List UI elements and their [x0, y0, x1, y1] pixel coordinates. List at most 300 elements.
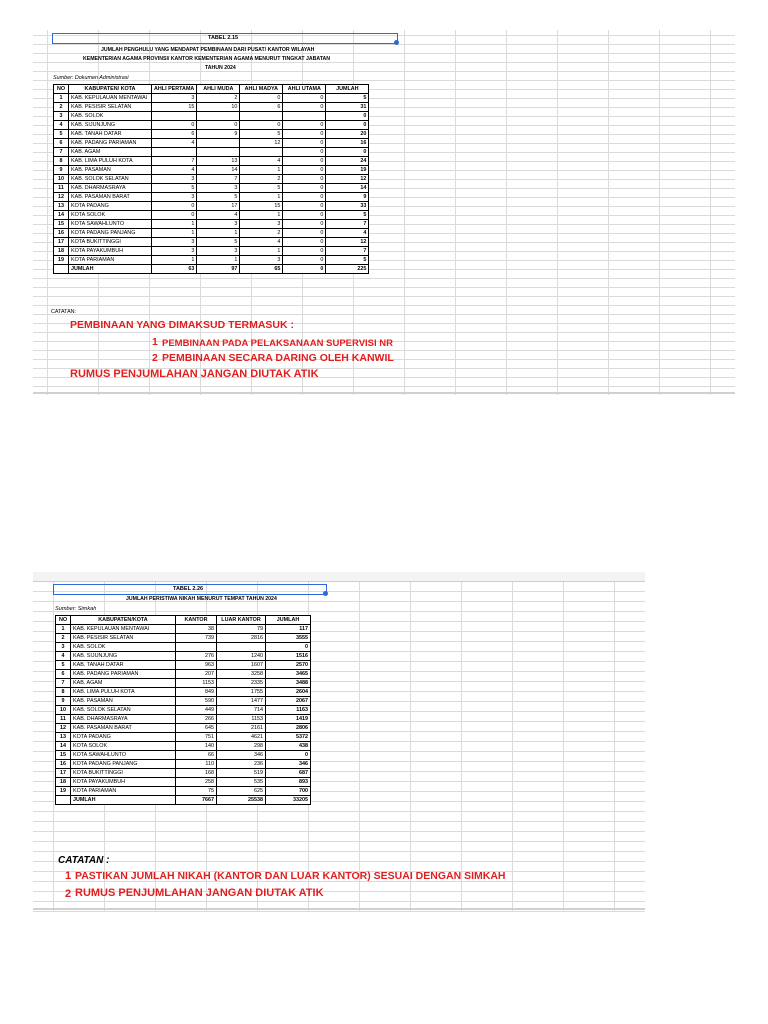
- value-cell: 4: [197, 211, 240, 220]
- value-cell: 3555: [266, 634, 311, 643]
- table-row: [54, 148, 369, 157]
- value-cell: 0: [283, 139, 326, 148]
- table-row: [56, 715, 311, 724]
- region-name: KAB. PASAMAN: [71, 697, 176, 706]
- table-row: [56, 643, 311, 652]
- value-cell: 38: [176, 625, 217, 634]
- value-cell: [197, 139, 240, 148]
- table-row: [54, 193, 369, 202]
- region-name: KAB. PASAMAN BARAT: [71, 724, 176, 733]
- value-cell: 5: [240, 130, 283, 139]
- value-cell: 65: [240, 265, 283, 274]
- spreadsheet-1[interactable]: [33, 30, 735, 395]
- value-cell: 687: [266, 769, 311, 778]
- value-cell: 1: [197, 229, 240, 238]
- table-row: [56, 760, 311, 769]
- note-number-2: 2: [65, 888, 72, 900]
- row-number: 19: [56, 787, 71, 796]
- value-cell: 893: [266, 778, 311, 787]
- row-number: 16: [54, 229, 69, 238]
- column-header: KABUPATEN/KOTA: [71, 616, 176, 625]
- table-row: [54, 229, 369, 238]
- column-header: AHLI MADYA: [240, 85, 283, 94]
- row-number: 14: [56, 742, 71, 751]
- row-number: 16: [56, 760, 71, 769]
- row-number: 7: [54, 148, 69, 157]
- selection-handle[interactable]: [323, 591, 328, 596]
- row-number: 12: [54, 193, 69, 202]
- column-header: KABUPATEN/ KOTA: [69, 85, 152, 94]
- header-row: [56, 616, 311, 625]
- value-cell: 2806: [266, 724, 311, 733]
- region-name: KAB. SOLOK SELATAN: [69, 175, 152, 184]
- value-cell: 0: [197, 121, 240, 130]
- row-number: 5: [54, 130, 69, 139]
- value-cell: 19: [326, 166, 369, 175]
- value-cell: 535: [217, 778, 266, 787]
- value-cell: 276: [176, 652, 217, 661]
- value-cell: 2161: [217, 724, 266, 733]
- region-name: KAB. LIMA PULUH KOTA: [71, 688, 176, 697]
- value-cell: 1: [152, 256, 197, 265]
- value-cell: 66: [176, 751, 217, 760]
- table-row: [54, 247, 369, 256]
- total-row: [54, 265, 369, 274]
- value-cell: 117: [266, 625, 311, 634]
- catatan-label: CATATAN :: [58, 855, 110, 866]
- region-name: KAB. SOLOK SELATAN: [71, 706, 176, 715]
- value-cell: 12: [240, 139, 283, 148]
- column-header: LUAR KANTOR: [217, 616, 266, 625]
- table-row: [56, 706, 311, 715]
- value-cell: 7667: [176, 796, 217, 805]
- row-number: 15: [56, 751, 71, 760]
- table-row: [54, 130, 369, 139]
- table-row: [54, 238, 369, 247]
- value-cell: 714: [217, 706, 266, 715]
- nikah-table: [55, 615, 311, 805]
- sheet-bottom-edge: [33, 392, 735, 394]
- note-item-1: PEMBINAAN PADA PELAKSANAAN SUPERVISI NR: [162, 338, 394, 349]
- table-title: JUMLAH PERISTIWA NIKAH MENURUT TEMPAT TAHUN 2024: [126, 596, 277, 602]
- value-cell: 5372: [266, 733, 311, 742]
- row-number: 6: [54, 139, 69, 148]
- table-row: [56, 769, 311, 778]
- value-cell: 79: [217, 625, 266, 634]
- region-name: KAB. TANAH DATAR: [69, 130, 152, 139]
- value-cell: [217, 643, 266, 652]
- region-name: KAB. TANAH DATAR: [71, 661, 176, 670]
- row-number: [54, 265, 69, 274]
- value-cell: 1516: [266, 652, 311, 661]
- penghulu-table: [53, 84, 369, 274]
- formula-warning: RUMUS PENJUMLAHAN JANGAN DIUTAK ATIK: [70, 368, 319, 380]
- value-cell: 33205: [266, 796, 311, 805]
- value-cell: 9: [197, 130, 240, 139]
- value-cell: 236: [217, 760, 266, 769]
- column-header: AHLI UTAMA: [283, 85, 326, 94]
- note-heading: PEMBINAAN YANG DIMAKSUD TERMASUK :: [70, 319, 295, 331]
- column-header-bar: [33, 572, 645, 582]
- value-cell: [197, 112, 240, 121]
- table-row: [54, 202, 369, 211]
- catatan-label: CATATAN:: [51, 309, 77, 315]
- value-cell: 17: [197, 202, 240, 211]
- value-cell: 4: [152, 139, 197, 148]
- region-name: KAB. AGAM: [71, 679, 176, 688]
- table-row: [54, 112, 369, 121]
- table-row: [56, 679, 311, 688]
- table-row: [56, 778, 311, 787]
- value-cell: 2570: [266, 661, 311, 670]
- selection-handle[interactable]: [394, 40, 399, 45]
- value-cell: 3488: [266, 679, 311, 688]
- value-cell: 0: [283, 247, 326, 256]
- table-row: [56, 724, 311, 733]
- value-cell: 24: [326, 157, 369, 166]
- row-number: 3: [56, 643, 71, 652]
- value-cell: 15: [152, 103, 197, 112]
- value-cell: 0: [152, 202, 197, 211]
- table-row: [56, 751, 311, 760]
- value-cell: 0: [283, 229, 326, 238]
- value-cell: 0: [152, 211, 197, 220]
- value-cell: 0: [283, 121, 326, 130]
- table-row: [56, 697, 311, 706]
- row-number: 13: [56, 733, 71, 742]
- note-number-1: 1: [152, 336, 158, 348]
- column-header: AHLI PERTAMA: [152, 85, 197, 94]
- value-cell: 3: [197, 184, 240, 193]
- value-cell: 3: [152, 175, 197, 184]
- value-cell: 0: [283, 157, 326, 166]
- value-cell: 1240: [217, 652, 266, 661]
- table-row: [54, 139, 369, 148]
- value-cell: 5: [326, 211, 369, 220]
- value-cell: 266: [176, 715, 217, 724]
- value-cell: 2067: [266, 697, 311, 706]
- value-cell: 0: [283, 202, 326, 211]
- value-cell: 258: [176, 778, 217, 787]
- source-note: Sumber: Simkah: [55, 606, 97, 612]
- value-cell: 5: [326, 94, 369, 103]
- table-row: [54, 256, 369, 265]
- row-number: 3: [54, 112, 69, 121]
- value-cell: 3: [240, 256, 283, 265]
- row-number: 15: [54, 220, 69, 229]
- region-name: KAB. DHARMASRAYA: [71, 715, 176, 724]
- table-row: [54, 103, 369, 112]
- value-cell: 700: [266, 787, 311, 796]
- value-cell: 15: [240, 202, 283, 211]
- value-cell: 0: [283, 256, 326, 265]
- value-cell: [197, 148, 240, 157]
- region-name: KOTA BUKITTINGGI: [69, 238, 152, 247]
- value-cell: 1: [240, 247, 283, 256]
- row-number: 17: [56, 769, 71, 778]
- value-cell: 1607: [217, 661, 266, 670]
- value-cell: 1419: [266, 715, 311, 724]
- region-name: KAB. PADANG PARIAMAN: [69, 139, 152, 148]
- note-number-1: 1: [65, 870, 72, 882]
- value-cell: 0: [326, 121, 369, 130]
- value-cell: 3: [240, 220, 283, 229]
- value-cell: 9: [326, 193, 369, 202]
- value-cell: 963: [176, 661, 217, 670]
- row-number: 11: [54, 184, 69, 193]
- row-number: 4: [56, 652, 71, 661]
- value-cell: 2: [240, 229, 283, 238]
- column-header: NO: [56, 616, 71, 625]
- value-cell: [176, 643, 217, 652]
- value-cell: 168: [176, 769, 217, 778]
- value-cell: 1: [152, 229, 197, 238]
- value-cell: 0: [283, 265, 326, 274]
- value-cell: 1: [240, 193, 283, 202]
- region-name: JUMLAH: [69, 265, 152, 274]
- row-number: 2: [56, 634, 71, 643]
- region-name: KOTA SOLOK: [71, 742, 176, 751]
- value-cell: 2816: [217, 634, 266, 643]
- value-cell: 5: [240, 184, 283, 193]
- region-name: KAB. PESISIR SELATAN: [71, 634, 176, 643]
- value-cell: 739: [176, 634, 217, 643]
- row-number: [56, 796, 71, 805]
- table-row: [54, 220, 369, 229]
- value-cell: 4: [240, 238, 283, 247]
- note-number-2: 2: [152, 352, 158, 364]
- value-cell: 225: [326, 265, 369, 274]
- value-cell: 4: [326, 229, 369, 238]
- value-cell: 3: [152, 193, 197, 202]
- row-number: 9: [56, 697, 71, 706]
- table-row: [56, 733, 311, 742]
- sheet-bottom-edge: [33, 908, 645, 910]
- source-note: Sumber: Dokumen Administrasi: [53, 75, 129, 81]
- table-row: [54, 121, 369, 130]
- region-name: KAB. AGAM: [69, 148, 152, 157]
- value-cell: 10: [197, 103, 240, 112]
- row-number: 10: [54, 175, 69, 184]
- row-number: 8: [54, 157, 69, 166]
- value-cell: 0: [283, 211, 326, 220]
- value-cell: 13: [197, 157, 240, 166]
- region-name: KOTA SAWAHLUNTO: [69, 220, 152, 229]
- value-cell: 1: [152, 220, 197, 229]
- table-number: TABEL 2.26: [173, 586, 204, 592]
- value-cell: 75: [176, 787, 217, 796]
- row-number: 19: [54, 256, 69, 265]
- value-cell: [240, 112, 283, 121]
- value-cell: 5: [326, 256, 369, 265]
- table-title-line3: TAHUN 2024: [205, 65, 236, 71]
- value-cell: 5: [197, 193, 240, 202]
- value-cell: 4621: [217, 733, 266, 742]
- value-cell: 7: [152, 157, 197, 166]
- table-row: [56, 625, 311, 634]
- value-cell: 1755: [217, 688, 266, 697]
- table-row: [54, 157, 369, 166]
- value-cell: 438: [266, 742, 311, 751]
- row-number: 10: [56, 706, 71, 715]
- value-cell: 3: [152, 238, 197, 247]
- value-cell: 97: [197, 265, 240, 274]
- value-cell: 1: [240, 166, 283, 175]
- value-cell: [283, 112, 326, 121]
- value-cell: 2604: [266, 688, 311, 697]
- table-row: [54, 175, 369, 184]
- region-name: KAB. DHARMASRAYA: [69, 184, 152, 193]
- value-cell: 0: [283, 175, 326, 184]
- value-cell: 3: [152, 247, 197, 256]
- value-cell: 3465: [266, 670, 311, 679]
- value-cell: 2: [240, 175, 283, 184]
- value-cell: 1153: [217, 715, 266, 724]
- column-header: JUMLAH: [326, 85, 369, 94]
- region-name: KOTA SOLOK: [69, 211, 152, 220]
- value-cell: 1: [197, 256, 240, 265]
- value-cell: 4: [240, 157, 283, 166]
- row-number: 1: [56, 625, 71, 634]
- value-cell: 625: [217, 787, 266, 796]
- value-cell: 14: [197, 166, 240, 175]
- region-name: KOTA BUKITTINGGI: [71, 769, 176, 778]
- table-title-line1: JUMLAH PENGHULU YANG MENDAPAT PEMBINAAN DARI PUSAT/ KANTOR WILAYAH: [101, 47, 315, 53]
- value-cell: 5: [152, 184, 197, 193]
- row-number: 13: [54, 202, 69, 211]
- row-number: 2: [54, 103, 69, 112]
- value-cell: 2: [197, 94, 240, 103]
- value-cell: 3258: [217, 670, 266, 679]
- region-name: KOTA PAYAKUMBUH: [71, 778, 176, 787]
- region-name: KAB. KEPULAUAN MENTAWAI: [69, 94, 152, 103]
- row-number: 1: [54, 94, 69, 103]
- note-item-2: PEMBINAAN SECARA DARING OLEH KANWIL: [162, 352, 394, 364]
- row-number: 6: [56, 670, 71, 679]
- value-cell: 0: [283, 103, 326, 112]
- value-cell: 751: [176, 733, 217, 742]
- table-row: [54, 184, 369, 193]
- value-cell: 0: [283, 94, 326, 103]
- value-cell: 1: [240, 211, 283, 220]
- value-cell: 7: [326, 220, 369, 229]
- region-name: KOTA PARIAMAN: [71, 787, 176, 796]
- table-row: [54, 166, 369, 175]
- value-cell: 140: [176, 742, 217, 751]
- value-cell: 0: [283, 238, 326, 247]
- region-name: KAB. LIMA PULUH KOTA: [69, 157, 152, 166]
- value-cell: 6: [240, 103, 283, 112]
- table-row: [56, 661, 311, 670]
- row-number: 14: [54, 211, 69, 220]
- region-name: KAB. SIJUNJUNG: [71, 652, 176, 661]
- value-cell: 3: [197, 247, 240, 256]
- region-name: KAB. SIJUNJUNG: [69, 121, 152, 130]
- value-cell: 346: [217, 751, 266, 760]
- value-cell: 0: [326, 148, 369, 157]
- value-cell: 0: [240, 94, 283, 103]
- table-row: [56, 670, 311, 679]
- value-cell: 63: [152, 265, 197, 274]
- row-number: 18: [54, 247, 69, 256]
- table-row: [54, 94, 369, 103]
- value-cell: 0: [152, 121, 197, 130]
- region-name: KOTA PADANG PANJANG: [69, 229, 152, 238]
- value-cell: 14: [326, 184, 369, 193]
- note-item-2: RUMUS PENJUMLAHAN JANGAN DIUTAK ATIK: [75, 887, 324, 899]
- value-cell: 849: [176, 688, 217, 697]
- column-header: AHLI MUDA: [197, 85, 240, 94]
- value-cell: 298: [217, 742, 266, 751]
- value-cell: 5: [197, 238, 240, 247]
- value-cell: 7: [197, 175, 240, 184]
- value-cell: 346: [266, 760, 311, 769]
- value-cell: [240, 148, 283, 157]
- table-title-line2: KEMENTERIAN AGAMA PROVINSI/ KANTOR KEMENTERIAN AGAMA MENURUT TINGKAT JABATAN: [83, 56, 330, 62]
- value-cell: 0: [266, 751, 311, 760]
- region-name: KOTA PADANG PANJANG: [71, 760, 176, 769]
- row-number: 18: [56, 778, 71, 787]
- region-name: KAB. PESISIR SELATAN: [69, 103, 152, 112]
- row-number: 4: [54, 121, 69, 130]
- column-header: KANTOR: [176, 616, 217, 625]
- value-cell: 0: [240, 121, 283, 130]
- row-number: 17: [54, 238, 69, 247]
- region-name: JUMLAH: [71, 796, 176, 805]
- row-number: 5: [56, 661, 71, 670]
- value-cell: 0: [266, 643, 311, 652]
- value-cell: [152, 148, 197, 157]
- value-cell: 31: [326, 103, 369, 112]
- header-row: [54, 85, 369, 94]
- row-number: 12: [56, 724, 71, 733]
- value-cell: 1153: [176, 679, 217, 688]
- region-name: KAB. PASAMAN BARAT: [69, 193, 152, 202]
- value-cell: 16: [326, 139, 369, 148]
- value-cell: 4: [152, 166, 197, 175]
- row-number: 8: [56, 688, 71, 697]
- value-cell: 1163: [266, 706, 311, 715]
- value-cell: 12: [326, 175, 369, 184]
- region-name: KAB. SOLOK: [69, 112, 152, 121]
- value-cell: 6: [152, 130, 197, 139]
- row-number: 11: [56, 715, 71, 724]
- region-name: KOTA PADANG: [69, 202, 152, 211]
- table-row: [56, 688, 311, 697]
- value-cell: 0: [283, 193, 326, 202]
- region-name: KAB. SOLOK: [71, 643, 176, 652]
- value-cell: 20: [326, 130, 369, 139]
- region-name: KAB. PADANG PARIAMAN: [71, 670, 176, 679]
- value-cell: 0: [326, 112, 369, 121]
- table-row: [56, 652, 311, 661]
- table-number: TABEL 2.15: [208, 35, 239, 41]
- value-cell: 1477: [217, 697, 266, 706]
- value-cell: 0: [283, 148, 326, 157]
- value-cell: 25538: [217, 796, 266, 805]
- value-cell: 33: [326, 202, 369, 211]
- table-row: [56, 787, 311, 796]
- value-cell: 207: [176, 670, 217, 679]
- value-cell: 2335: [217, 679, 266, 688]
- value-cell: 519: [217, 769, 266, 778]
- row-number: 9: [54, 166, 69, 175]
- region-name: KAB. PASAMAN: [69, 166, 152, 175]
- value-cell: 12: [326, 238, 369, 247]
- spreadsheet-2[interactable]: [33, 572, 645, 912]
- column-header: NO: [54, 85, 69, 94]
- table-row: [56, 634, 311, 643]
